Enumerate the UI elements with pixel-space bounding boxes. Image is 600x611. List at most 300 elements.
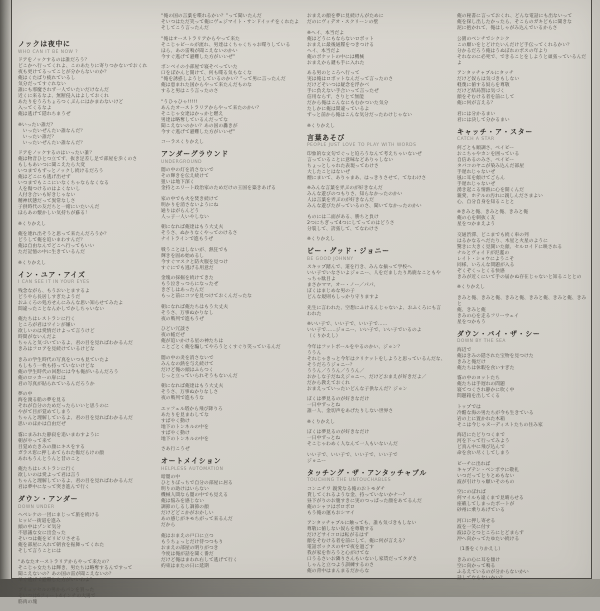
song-title-en: HELPLESS AUTOMATION bbox=[161, 466, 224, 472]
lyric-line: 印象的な文句でぐっと迫ろうなんて考えちゃいないぜ bbox=[307, 151, 422, 157]
stanza bbox=[161, 384, 303, 402]
stanza bbox=[18, 467, 156, 491]
stanza bbox=[457, 558, 589, 582]
lyric-line: ちゃんと理解しているよ、君の目を見ればわかるんだ bbox=[18, 479, 133, 484]
lyric-line: 目覚めたきみの顔にキスをする bbox=[18, 444, 85, 450]
lyric-line: 手遅れじゃないぜ bbox=[457, 181, 496, 187]
lyric-line: 俺、きみと俺 bbox=[457, 307, 486, 313]
stanza bbox=[307, 521, 453, 575]
stanza bbox=[457, 14, 589, 32]
lyric-line: 俺はどこにも逃げ出せず bbox=[18, 175, 71, 180]
lyric-line: そしてこう言ったんだ bbox=[161, 26, 209, 31]
stanza bbox=[18, 289, 156, 313]
lyric-line: 泥に抱かれて、俺はしゃがみ込んでいるからさ bbox=[457, 26, 558, 31]
lyric-line: おまえっていったいどんな子供なんだ？ジョン bbox=[307, 386, 408, 392]
lyric-line: ひとりぼっちで自分の部屋に居る bbox=[161, 481, 233, 486]
lyric-line: だけどサイコロは転がるはず bbox=[307, 533, 369, 538]
lyric-line: だから教えておくれ bbox=[307, 380, 351, 386]
lyric-line: 人を傷つけるのはよくないし bbox=[18, 187, 81, 192]
lyric-line: 海辺にたどりつくまで bbox=[457, 433, 505, 438]
lyric-line: だから bbox=[161, 523, 176, 528]
lyric-line: ぞくぞくっとくる快感 bbox=[457, 268, 505, 274]
lyric-line: 朝になれば俺たちはもう大丈夫 bbox=[161, 304, 229, 310]
lyric-line: コーラスくりかえし bbox=[161, 140, 204, 145]
stanza bbox=[161, 65, 303, 95]
lyric-line: （くりかえし） bbox=[307, 334, 341, 339]
lyric-line: 波はひとつところにとどまらず bbox=[457, 530, 524, 536]
lyric-line: そいつはただ笑って俺にヴェジマイト・サンドイッチをくれたよ bbox=[161, 20, 299, 25]
song-title-en: UNDERGROUND bbox=[161, 159, 202, 165]
sheet-border-right bbox=[591, 0, 592, 579]
lyric-line: それじゃきっと今年はクリケットをしようと思っているんだな、 bbox=[307, 356, 446, 362]
stanza bbox=[161, 197, 303, 221]
lyric-line: おまえの顔を夢に見続けんがために bbox=[307, 14, 384, 19]
lyric-line: おまえに最後通牒をつきつける bbox=[307, 42, 375, 48]
stanza bbox=[161, 168, 303, 192]
lyric-line: ふるえているのが分からないかい bbox=[457, 569, 529, 575]
lyric-line: 煙にまいて、ありゃまあ、はっきりさせて、てなわけさ bbox=[307, 175, 427, 181]
lyric-line: 湧き起こる情熱に心を開くんだ bbox=[457, 187, 525, 193]
lyric-line: 同様、いろんな問題が入る bbox=[457, 262, 515, 268]
lyric-line: すばやく動け bbox=[161, 418, 190, 424]
lyric-line: 通りはがらんどう bbox=[161, 208, 200, 214]
stanza bbox=[307, 152, 453, 182]
lyric-line: 入ってくるなよ bbox=[18, 106, 52, 111]
stanza bbox=[457, 348, 589, 372]
lyric-line: 夜も更けてるってことが分からないのか？ bbox=[18, 70, 109, 75]
stanza bbox=[307, 14, 453, 26]
lyric-line: 尊敬に値しない奴らを尊敬する bbox=[307, 527, 375, 532]
lyric-line: キャプテン・ベンボウに敬礼 bbox=[457, 467, 520, 473]
lyric-line: 君には決して分かるまい bbox=[457, 117, 510, 123]
lyric-line: ドアをノックするのはいったい誰？ bbox=[18, 151, 95, 156]
lyric-line: 今すぐ逃げて避難した方がいいぜ” bbox=[161, 129, 236, 135]
lyric-line: 言っていることに意味などありゃしない bbox=[307, 157, 394, 163]
lyric-line: もっと前にコツを見つけておくんだったな bbox=[161, 294, 252, 299]
stanza bbox=[457, 37, 589, 67]
lyric-line: 一日中ずっとね bbox=[307, 403, 341, 408]
stanza bbox=[18, 151, 156, 217]
stanza bbox=[457, 405, 589, 429]
song-heading bbox=[18, 496, 156, 510]
lyric-line: おかしな子だねえジョニー、だけどおまえが好きだよ／ bbox=[307, 374, 427, 380]
stanza bbox=[307, 186, 453, 210]
song-title-jp: ダウン・バイ・ザ・シー bbox=[457, 329, 541, 338]
lyric-line: 家の中でも火を焚き続けて bbox=[161, 196, 219, 202]
lyric-line: ほらあの懐かしい気持ちが蘇る！ bbox=[18, 211, 90, 216]
song-heading bbox=[307, 470, 453, 484]
lyric-line: 早く逃げて避難した方がいいわよ” bbox=[18, 577, 93, 583]
lyric-line: 俺はどうにもならないロボット bbox=[307, 36, 375, 42]
lyric-line: いい子で、いい子で、いい子で、いい子で bbox=[307, 452, 398, 458]
lyric-line: ただ記憶の中に生きているんだ bbox=[18, 250, 86, 255]
lyric-line: 闇の中の灯を消さないで bbox=[161, 168, 214, 173]
lyric-line: 欲しいのは愛よって君は言う bbox=[18, 473, 81, 478]
lyric-line: 俺たちは手遅れの問題 bbox=[457, 382, 505, 387]
stanza bbox=[161, 407, 303, 443]
lyric-line: 電話ボックスの中で夜を過ごす bbox=[307, 545, 374, 550]
lyric-line: レイト・ショウにようこそ bbox=[457, 256, 515, 262]
lyric-line: ぼくは夢見るのが好きなだけ bbox=[307, 430, 370, 435]
lyric-line: 空にのぼれば bbox=[457, 490, 486, 495]
lyric-line: おふくろの処方せんにみんな思い知らせてみたよ bbox=[18, 300, 124, 306]
lyric-line: 朝がやって来て bbox=[18, 438, 52, 444]
stanza bbox=[457, 210, 589, 228]
lyric-line: 俺は物音ひとつ立てず、抜き足差し足で部屋を歩くのさ bbox=[18, 157, 138, 162]
lyric-line: 機械人間なら闇の中でも見える bbox=[161, 493, 229, 498]
lyric-line: 時間がないんだよ bbox=[18, 335, 57, 340]
lyric-line: 今年はフットボールをやるのかい、ジョン？ bbox=[307, 344, 403, 350]
lyric-line: そこじゃ女達はかっかと燃え bbox=[161, 111, 224, 117]
scan-edge-shadow bbox=[0, 0, 11, 597]
lyric-line: だけど俺の頭はふらつく bbox=[161, 367, 214, 373]
lyric-line: まさかママ、オー・ノー／パパ、 bbox=[307, 283, 379, 288]
lyric-line: きみと俺だけ bbox=[457, 359, 486, 365]
lyric-line: いったいぜんたい誰なんだ？ bbox=[18, 128, 86, 134]
lyric-line: 自信あるのみさ、ベイビー bbox=[457, 157, 515, 163]
lyric-line: 朝になれば俺達はもう大丈夫 bbox=[161, 384, 224, 389]
song-title-jp: ビー・グッド・ジョニー bbox=[307, 247, 390, 255]
lyric-line: ※いい子で、いい子で、いい子で…… bbox=[307, 322, 388, 327]
lyric-line: いつだってとりとめもない bbox=[457, 473, 515, 479]
lyric-line: 顔をそむける者を前にして、俺に何が言える？ bbox=[307, 539, 408, 544]
lyric-line: だのにヴィデオ・スクリーンの壁 bbox=[307, 20, 379, 25]
lyric-line: あたりをうろちょろつくぶんにはかまわないけど bbox=[18, 100, 124, 105]
lyric-line: すばやく動け bbox=[161, 430, 190, 436]
lyric-line: おこちゃやカンを囲っている bbox=[457, 151, 520, 157]
lyric-line: ある男のところへ行って bbox=[307, 71, 360, 76]
lyric-line: 今度は俺が話を聞く番だ bbox=[161, 551, 214, 557]
lyric-line: 今すぐマスクと防火服を見つけ bbox=[161, 259, 229, 265]
stanza bbox=[18, 358, 156, 388]
lyric-line: ※いったい誰だ？ bbox=[18, 122, 56, 128]
stanza bbox=[18, 222, 156, 228]
lyric-line: アンタッチャブルにタッチ bbox=[457, 71, 514, 76]
stanza bbox=[161, 248, 303, 272]
lyric-line: ブリュッセルの男からパンを買った bbox=[18, 588, 95, 593]
lyric-line: 聞こえないの？あの国の雷が聞こえないの？ bbox=[18, 571, 114, 577]
song-heading bbox=[457, 129, 589, 143]
lyric-line: だけど奴らは気づきもしない bbox=[457, 77, 520, 82]
stanza bbox=[161, 225, 303, 243]
lyric-line: 俺は悩みを感じない bbox=[161, 499, 205, 504]
song-title-jp: タッチング・ザ・アンタッチャブル bbox=[307, 468, 427, 477]
lyric-line: どうして俺を追いまわすんだ？ bbox=[18, 238, 86, 243]
lyric-line: 波が引けりゃ願いそのもの bbox=[457, 479, 515, 485]
stanza bbox=[18, 58, 156, 118]
lyric-line: だから俺はこんなにもむかついた気分 bbox=[307, 101, 389, 106]
stanza bbox=[307, 322, 453, 340]
song-title-en: DOWN UNDER bbox=[18, 504, 55, 510]
lyric-line: 俺は逃げて隠れちまうぜ bbox=[18, 112, 71, 117]
lyric-line: 風に耳を傾けてごらん bbox=[457, 175, 505, 181]
lyric-line: 暗闇の中 bbox=[161, 475, 181, 480]
sheet-right-margin bbox=[592, 0, 600, 579]
lyric-line: 夜の帳だぜ bbox=[161, 333, 185, 338]
lyric-line: 手遅れじゃないぜ bbox=[457, 169, 496, 175]
lyric-line: 俺はおまえの戸口に立つ bbox=[161, 533, 214, 539]
lyric-line: 輝きを固め始めるし bbox=[161, 253, 205, 259]
song-title-en: TOUCHING THE UNTOUCHABLES bbox=[307, 478, 391, 483]
lyric-line: 俺を探し出したかったら、そこらのガキどもに聞きな bbox=[457, 20, 572, 25]
lyric-line: 朝になれば俺達はもう大丈夫 bbox=[161, 225, 224, 230]
stanza bbox=[307, 124, 453, 130]
lyric-line: 我が家を作ろうと心がけてな bbox=[307, 551, 370, 556]
lyric-line: あんたオーストラリアからやって来たのかい？ bbox=[161, 105, 262, 111]
lyric-line: あれもうんとうんと昔のこと bbox=[18, 456, 81, 462]
stanza bbox=[307, 487, 453, 517]
lyric-line: ものには二面がある、勝ちと負け bbox=[307, 214, 379, 220]
lyric-line: 何マイルも遠くまで見晴らせる bbox=[457, 496, 524, 501]
lyric-line: 公園のベンチでシクシク bbox=[457, 36, 510, 42]
stanza bbox=[161, 534, 303, 570]
stanza bbox=[161, 327, 303, 351]
lyric-line: ガラス窓に押しあてられた傷だらけの顔 bbox=[18, 450, 105, 456]
lyric-line: そこは今じゃヌーディストたちの住み家 bbox=[457, 422, 543, 428]
lyric-line: きみが近くにいて手の届かぬ存在じゃないと知ることとの bbox=[457, 274, 582, 280]
lyric-line: 間違ったことなんかしでかしちゃいない bbox=[18, 306, 105, 312]
lyric-line: ※ヘイ、本当だよ bbox=[307, 30, 345, 36]
lyric-line: たしかに俺は間違っているよ bbox=[307, 107, 370, 112]
lyric-line: ずっと前から俺はこんな気分だったわけじゃない bbox=[307, 113, 413, 118]
stanza bbox=[307, 237, 453, 243]
lyric-line: ※くりかえし bbox=[307, 123, 335, 129]
lyric-line: みんな遊びのつもりさ、知らなかったのかい bbox=[307, 192, 403, 197]
lyric-line: ナルとヴォイドが氾濫の bbox=[457, 250, 510, 256]
lyric-line: あたりを見まわしてな bbox=[161, 412, 209, 418]
stanza bbox=[18, 123, 156, 147]
lyric-line: 俺を連れ出そうと思って来たんだろうか？ bbox=[18, 232, 109, 237]
lyric-line: ※くりかえし bbox=[18, 260, 46, 266]
stanza bbox=[457, 376, 589, 400]
lyric-line: 俺たちはレストランに行く bbox=[18, 317, 76, 322]
song-title-en: WHO CAN IT BE NOW ? bbox=[18, 49, 79, 55]
lyric-line: やがて目が覚めてしまう bbox=[18, 410, 71, 415]
lyric-line: そうさ、ぬかりなくやってのけるさ bbox=[161, 231, 238, 236]
lyric-line: 夜の戦列で進もうな bbox=[161, 396, 205, 401]
lyric-line: ぼくは夢見るのが好きなだけ bbox=[307, 397, 370, 402]
lyric-line: 波を一笑に付す bbox=[457, 524, 491, 530]
stanza bbox=[457, 146, 589, 206]
lyric-line: 欲しいのは愛情だけよって言うけど bbox=[18, 329, 95, 334]
stanza bbox=[161, 100, 303, 136]
stanza bbox=[161, 356, 303, 380]
stanza bbox=[307, 265, 453, 301]
lyric-line: ううん／ううん／ううん／ bbox=[307, 368, 365, 374]
lyric-line: 誰にも邪魔されず一人でいたいだけなんだ bbox=[18, 88, 109, 93]
lyric-line: 海辺で bbox=[457, 347, 472, 353]
lyric-line: きみの心に耳を傾け bbox=[457, 557, 501, 563]
lyric-line: 交通渋滞、どこまでも続く車の列 bbox=[457, 232, 529, 238]
lyric-line: 夢の中 bbox=[18, 392, 33, 397]
song-title-jp: 言葉あそび bbox=[307, 133, 345, 142]
lyric-line: そうさ、万事ぬかりなしさ bbox=[161, 390, 219, 395]
lyric-line: 聞こえないのかい？あの国の轟きが bbox=[161, 123, 238, 129]
lyric-line: ど真ん中に飛び込んで bbox=[457, 445, 505, 450]
lyric-line: ジョニー bbox=[307, 458, 327, 464]
lyric-line: そいつは6フィート4インチの大男で bbox=[18, 594, 96, 599]
lyric-line: もう泣きっつらになったぜ bbox=[161, 282, 219, 287]
lyric-line: 口をぽかんと開けて、何も喋る気もなくな bbox=[161, 71, 252, 76]
stanza bbox=[161, 305, 303, 323]
lyric-line: 不思議な女に出会った bbox=[18, 531, 66, 536]
lyric-line: そこじゃビールが流れ、男達はくちゃくちゃお喋りしている bbox=[161, 42, 291, 48]
lyric-line: 俺の背中はまんまるだからな bbox=[307, 569, 370, 574]
lyric-line: 思いのほかは自由だぜ bbox=[18, 422, 66, 427]
stanza bbox=[457, 433, 589, 457]
stanza bbox=[457, 462, 589, 486]
lyric-line: だけど結局罰は気づく bbox=[457, 89, 505, 94]
lyric-line: 俺のロッカーの扉には bbox=[18, 375, 66, 381]
stanza bbox=[307, 453, 453, 465]
lyric-line: われた bbox=[307, 311, 322, 317]
stanza bbox=[307, 397, 453, 415]
lyric-line: 先生に言われた、空想にふけるんじゃないよ、おふくろにも言 bbox=[307, 305, 442, 311]
lyric-line: 実は俺はロボットなんだって言ったのさ bbox=[307, 77, 394, 82]
lyric-line: 精神状態だって異常なしさ bbox=[18, 199, 76, 204]
lyric-line: 分裂して、誇張して、てなわけさ bbox=[307, 226, 379, 232]
lyric-line: きみと俺、きみと俺、きみと俺、きみと俺、きみと俺、きみと bbox=[457, 295, 587, 307]
lyric-line: “俺を誘惑しようとしているのかい？”って男に言ったんだ bbox=[161, 77, 286, 82]
stanza bbox=[18, 232, 156, 256]
lyric-line: 俺たちは休暇を食いすぎた bbox=[457, 365, 515, 371]
song-heading bbox=[18, 272, 156, 286]
lyric-line: 君には分かるまい bbox=[457, 111, 496, 117]
lyric-line: トップでは bbox=[457, 404, 481, 410]
stanza bbox=[307, 31, 453, 67]
lyric-line: さあ行こうぜ bbox=[161, 447, 190, 452]
lyric-line: 問題箱を出してくる bbox=[457, 394, 501, 399]
lyric-line: 心、自分自身を知ることと bbox=[457, 199, 515, 205]
lyric-line: ほら、あの雷鳴が聞こえないのかい bbox=[161, 48, 238, 54]
lyric-line: ※くりかえし bbox=[307, 419, 335, 425]
song-title-en: I CAN SEE IT IN YOUR EYES bbox=[18, 280, 90, 285]
lyric-line: ヒッピー街道を進み bbox=[18, 519, 61, 524]
lyric-line: この願いをとどけたいんだけど手伝ってくれるかい？ bbox=[457, 42, 572, 48]
lyric-line: おまえから鍵も手に入れた bbox=[307, 60, 365, 66]
stanza bbox=[161, 475, 303, 529]
lyric-line: 一日中ずっとね bbox=[307, 436, 341, 441]
lyric-line: 人は言葉を弄ぶのが好きなんだ bbox=[307, 198, 375, 203]
lyric-line: そこじゃわめく人なんて一人もいないんだ bbox=[307, 442, 398, 447]
lyrics-column-4 bbox=[457, 14, 589, 586]
lyric-line: 命を食い尽くしてしまう bbox=[457, 451, 510, 456]
lyric-line: 俺の心を刺抜く友 bbox=[457, 216, 496, 221]
lyric-line: “あなたオーストラリアからやって来たの？ bbox=[18, 559, 112, 565]
lyric-line: きみの学生時代の写真をいつも見ていたよ bbox=[18, 357, 109, 363]
stanza bbox=[307, 420, 453, 426]
lyric-line: （1番をくりかえし） bbox=[457, 547, 504, 552]
lyric-line: もしもう一枚も持っていないけどな bbox=[18, 363, 95, 369]
lyric-line: タバコのヤニが染み込んだ部屋 bbox=[457, 163, 524, 169]
song-title-jp: キャッチ・ア・スター bbox=[457, 127, 533, 136]
lyric-line: どこかへ行ってくれよ、このあたりに寄りつかないでおくれ bbox=[18, 64, 148, 69]
lyric-line: ※くりかえし bbox=[307, 237, 335, 242]
lyric-line: 顔をそむける者を前にして bbox=[457, 95, 515, 100]
lyric-line: エッフェル塔から飛び降りろ bbox=[161, 406, 223, 412]
song-title-jp: オートメイション bbox=[161, 457, 222, 465]
lyric-line: 沖へ向かってたゆたい続ける bbox=[457, 536, 520, 542]
lyric-line: 河口に押し寄せる bbox=[457, 518, 496, 524]
lyric-line: 人付き合いも好きじゃない bbox=[18, 193, 76, 198]
lyric-line: “俺の国の言葉を喋れるかい？”って聞いたんだ bbox=[161, 14, 262, 19]
lyric-line: 河を下って行ってみよう bbox=[457, 439, 510, 444]
lyric-line: 2つにちぎって4つにしてってのはどうさ bbox=[307, 220, 395, 226]
lyric-line: 子供時代の友だちと一緒にいたいんだ bbox=[18, 205, 100, 210]
lyric-line: どうやら長居しすぎたようだ bbox=[18, 294, 81, 300]
lyric-line: 今すぐ逃げて避難した方がいいぜ” bbox=[161, 54, 236, 60]
lyric-line: 海を渡る船の夢を見る bbox=[18, 398, 66, 403]
lyric-line: 霧にまみれた静寂を追いまわすように bbox=[18, 432, 100, 438]
stanza bbox=[161, 37, 303, 61]
lyric-line: それなのに必死で、できることをしようと頑張っているんだよ bbox=[457, 54, 587, 66]
song-title-jp: イン・ユア・アイズ bbox=[18, 270, 86, 279]
lyric-line: 俺のシャツはボロボロ bbox=[307, 504, 355, 510]
lyric-line: 調節のしるし調節の顔 bbox=[161, 505, 209, 510]
lyric-line: 冷酷な海の男たちが今も生きている bbox=[457, 410, 534, 416]
stanza bbox=[18, 588, 156, 606]
stanza bbox=[18, 433, 156, 463]
lyric-line: っちゃ駄目よ bbox=[307, 277, 336, 282]
lyric-line: “うひゃひゃ!!!!! bbox=[161, 99, 198, 105]
lyric-line: すぐにでも逃げる用意だ bbox=[161, 265, 214, 271]
lyric-line: 気分だってすぐれない bbox=[18, 82, 66, 87]
lyric-line: ちゃんと理解しているよ、君の目を見ればわかるんだ bbox=[18, 416, 133, 421]
stanza bbox=[161, 447, 303, 453]
lyric-line: みんなの熱を与え続けて bbox=[161, 361, 214, 367]
lyric-line: ドアをノックするのは誰だろう？ bbox=[18, 58, 90, 63]
lyric-line: 寝てつくされ静かに吹く中 bbox=[457, 388, 515, 393]
stanza bbox=[161, 140, 303, 146]
lyric-line: 誰一人、金切声をあげたりしない世界さ bbox=[307, 409, 394, 414]
lyrics-column-2 bbox=[161, 14, 303, 574]
lyric-line: あの感じがキモちがって来るんだ bbox=[161, 517, 233, 522]
stanza bbox=[18, 261, 156, 267]
lyric-line: 大したことはないぜ bbox=[307, 169, 351, 175]
lyric-line: ※くりかえし bbox=[18, 221, 46, 227]
song-title-en: DOWN BY THE SEA bbox=[457, 339, 506, 344]
lyric-line: 俺が追いかける星の神たちは bbox=[161, 339, 224, 344]
lyric-line: 話してならないかい？ bbox=[457, 575, 505, 581]
lyric-line: いい子で……ジョニー、いい子で、いい子でいるのよ bbox=[307, 328, 422, 333]
lyric-line: どんな規則もしっかり守りますよ bbox=[307, 295, 379, 300]
stanza bbox=[457, 233, 589, 281]
song-heading bbox=[307, 135, 453, 149]
lyric-line: 残念ながら、もうおいとまするよ bbox=[18, 288, 90, 294]
lyric-line: 俺の学生時代の回想には今も俺がいるんだろう bbox=[18, 369, 119, 375]
stanza bbox=[18, 392, 156, 428]
lyric-line: その輝きを伝え続けて bbox=[161, 174, 209, 179]
lyric-line: 明りの助けはいらない bbox=[161, 487, 209, 492]
song-title-en: BE GOOD JOHNNY bbox=[307, 256, 354, 262]
lyric-line: はるかなるへだたり、木星と火星のように bbox=[457, 238, 548, 244]
lyric-line: 近くに来るなよ、無断侵入はよしておくれ bbox=[18, 94, 109, 99]
lyric-line: 空に向かって鳴る bbox=[457, 563, 496, 569]
lyric-line: 地下のトンネルの中を bbox=[161, 424, 209, 430]
lyric-line: 砂州に乗りあげている bbox=[457, 508, 505, 513]
lyric-line: 約束はまたの日に延期 bbox=[161, 563, 209, 569]
lyric-line: 昼下がりのお腹すきに実のつっぱった顔をあてるんだ bbox=[307, 498, 422, 504]
lyric-line: ううん bbox=[307, 350, 322, 356]
stanza bbox=[307, 306, 453, 318]
lyric-line: 分かるだろう俺はうぬぼれのボスの年より bbox=[457, 48, 548, 54]
song-title-jp: ダウン・アンダー bbox=[18, 495, 79, 503]
lyric-line: ビーチに出れば bbox=[457, 461, 491, 467]
lyric-line: 頭の中はゾンビ気分 bbox=[18, 525, 62, 530]
lyric-line: そして言うことには bbox=[18, 549, 62, 554]
song-heading bbox=[307, 248, 453, 262]
lyric-line: ヘベレケの一団にまじって旅を続ける bbox=[18, 513, 100, 518]
